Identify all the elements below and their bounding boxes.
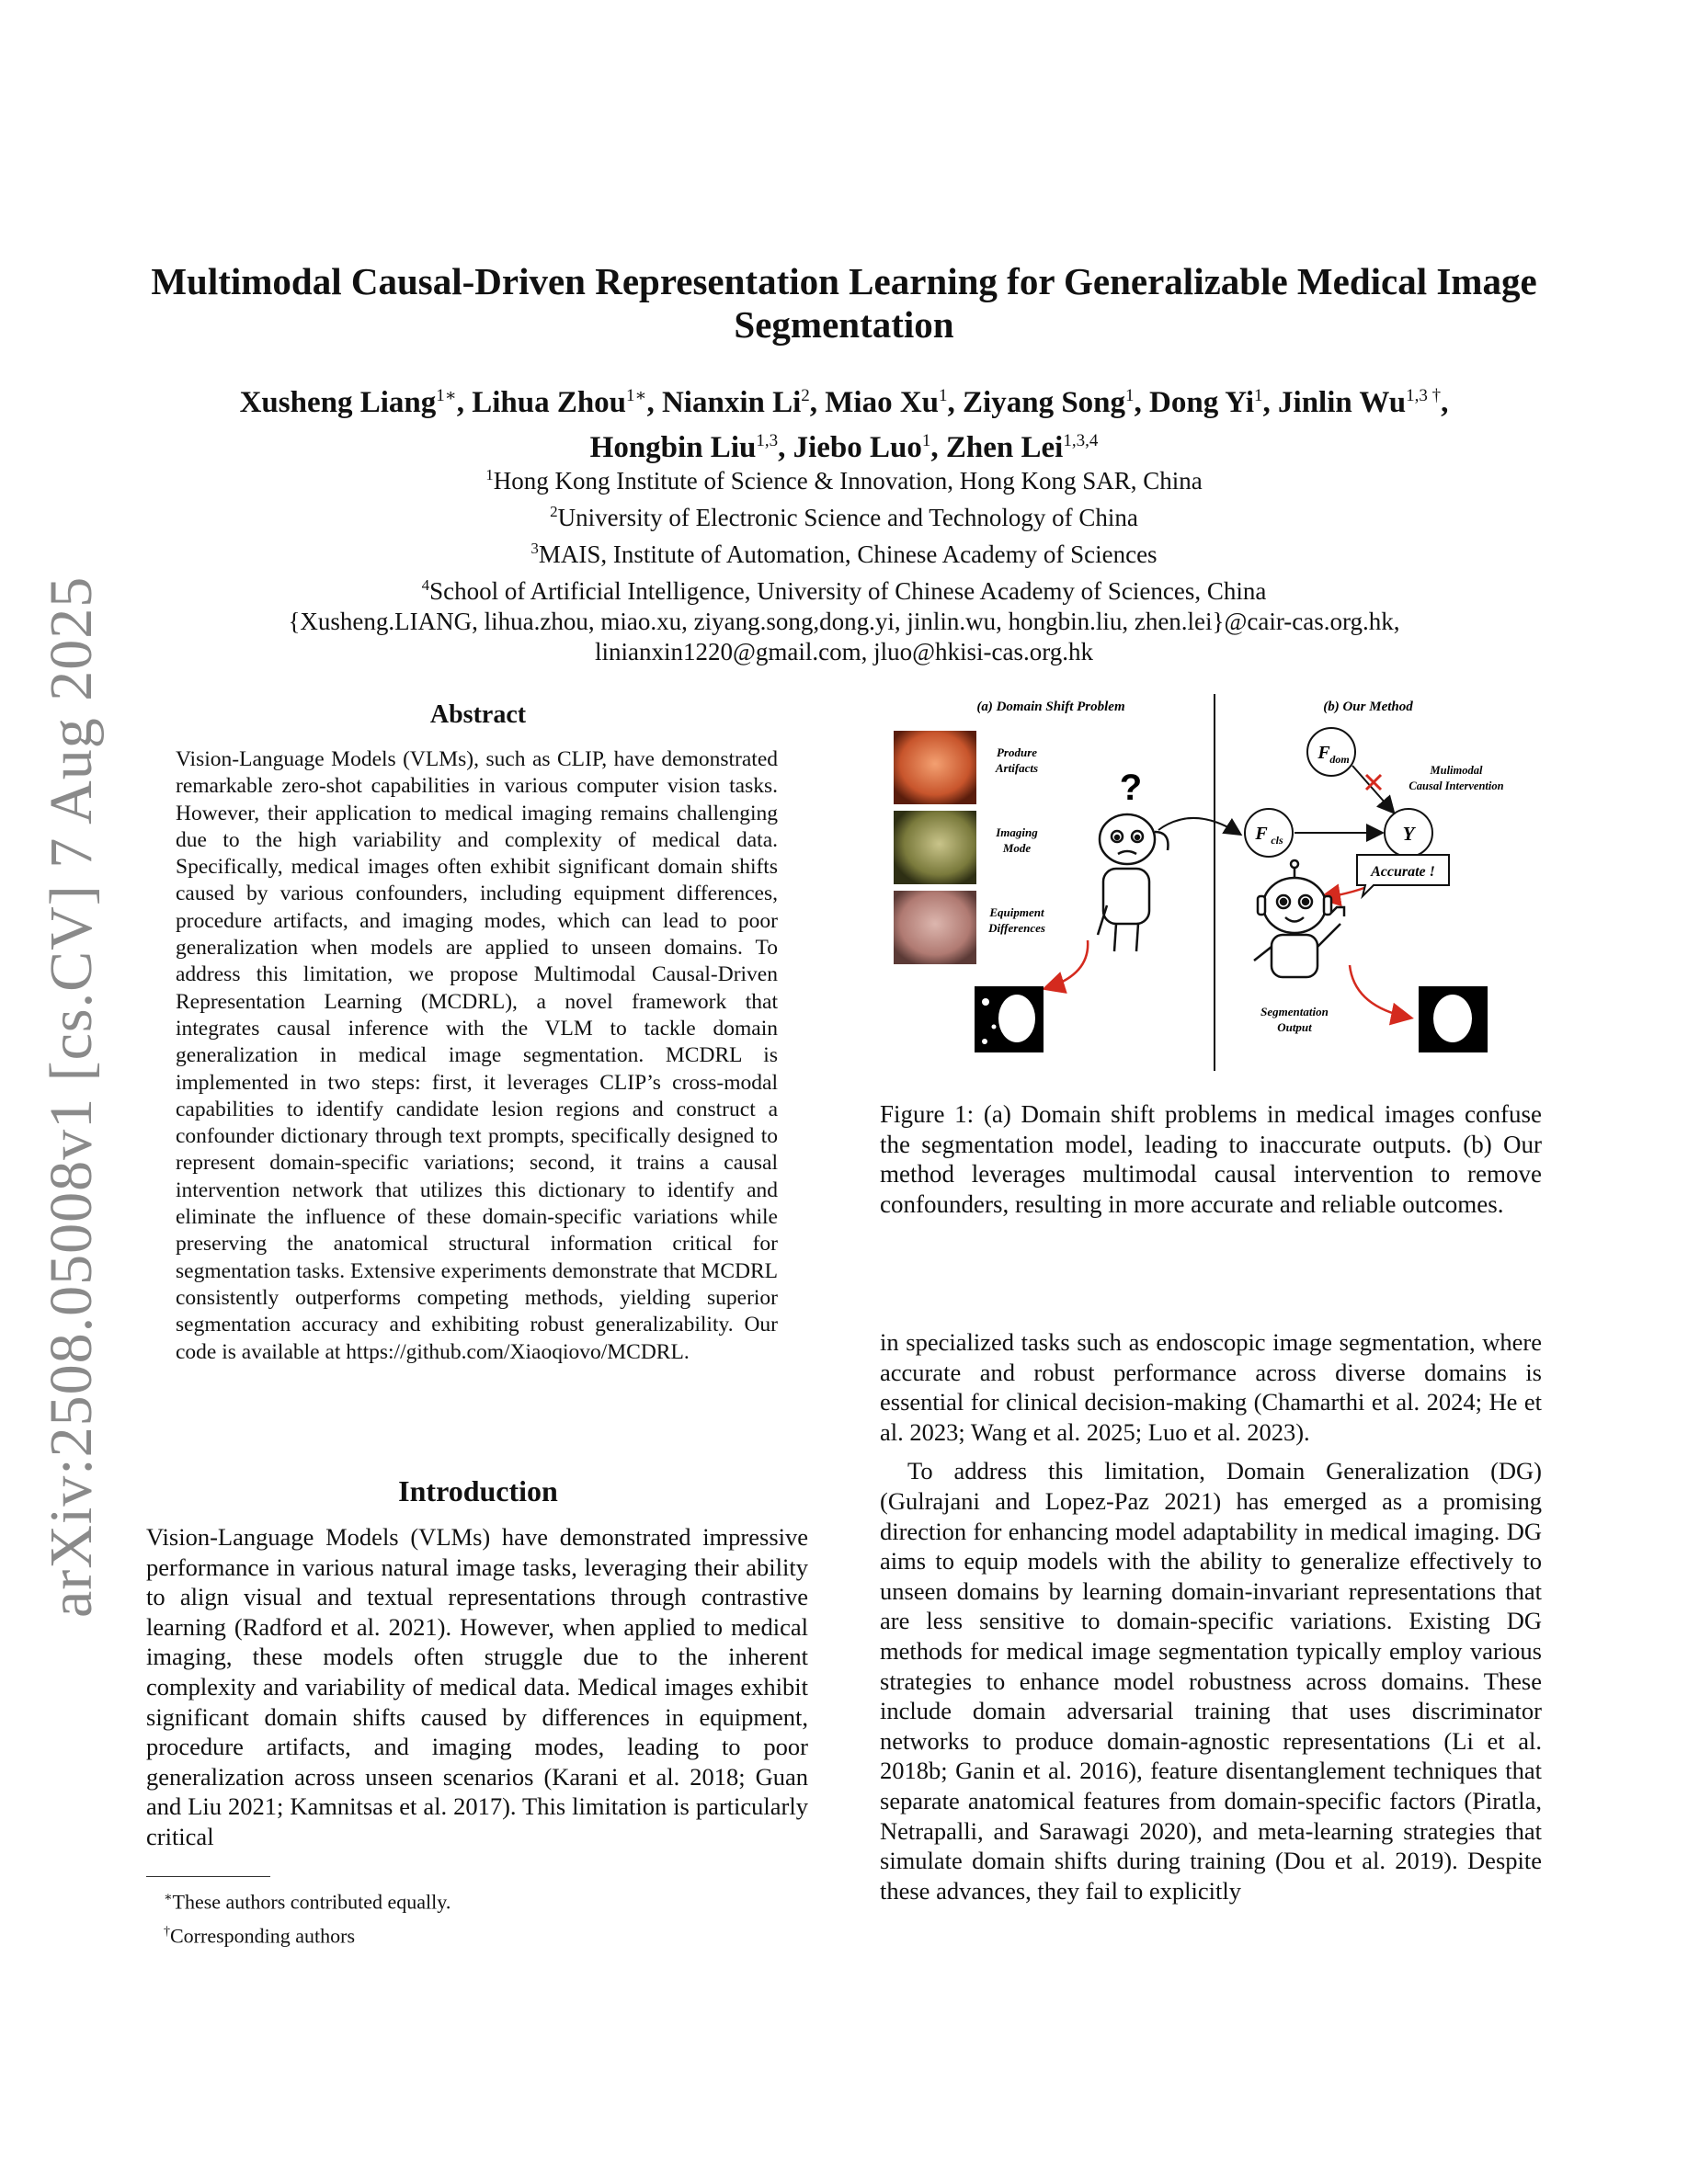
author-separator: , <box>456 386 473 419</box>
author-name: Ziyang Song <box>963 386 1126 419</box>
author-separator: , <box>947 386 964 419</box>
introduction-right-paragraph-2: To address this limitation, Domain Generalization (DG) (Gulrajani and Lopez-Paz 2021) has emerged as a promising direction for enhancing model adaptability in medical imaging. DG aims to equip models with the ability to generalize effectively to unseen domains by learning domain-invariant representations that are less sensitive to domain-specific variations. Existing DG methods for medical image segmentation typically employ various strategies to enhance model robustness across domains. These include domain adversarial training that uses discriminator networks to produce domain-agnostic representations (Li et al. 2018b; Ganin et al. 2016), feature disentanglement techniques that separate anatomical features from domain-specific factors (Piratla, Netrapalli, and Sarawagi 2020), and meta-learning strategies that simulate domain shifts during training (Dou et al. 2019). Despite these advances, they fail to explicitly <box>880 1457 1542 1905</box>
author-affiliation-mark: 1 <box>1254 386 1263 405</box>
node-f-dom-subscript: dom <box>1329 753 1350 766</box>
segmentation-output-label-line2: Output <box>1277 1020 1312 1034</box>
introduction-left-column: Vision-Language Models (VLMs) have demonstrated impressive performance in various natural image tasks, leveraging their ability to align visual and textual representations through contrastive learning (Radford et al. 2021). However, when applied to medical imaging, these models often struggle due to the inherent complexity and variability of medical data. Medical images exhibit significant domain shifts caused by differences in equipment, procedure artifacts, and imaging modes, leading to poor generalization across unseen scenarios (Karani et al. 2018; Guan and Liu 2021; Kamnitsas et al. 2017). This limitation is particularly critical <box>146 1523 808 1850</box>
author-affiliation-mark: 1∗ <box>436 386 457 405</box>
confounder-label-2-line2: Mode <box>1002 841 1032 855</box>
author-name: Lihua Zhou <box>472 386 627 419</box>
author-affiliation-mark: 1,3 † <box>1406 386 1442 405</box>
author-list <box>138 377 1550 467</box>
author-name: Jinlin Wu <box>1278 386 1407 419</box>
accurate-speech-bubble <box>1357 855 1449 896</box>
author-name: Zhen Lei <box>945 431 1064 464</box>
endoscopy-image-equipment <box>894 891 976 964</box>
author-separator: , <box>778 431 793 464</box>
author-name: Xusheng Liang <box>239 386 437 419</box>
affiliation-3: $^3$MAIS, Institute of Automation, Chinese Academy of Sciences <box>530 540 1158 568</box>
abstract-text: Vision-Language Models (VLMs), such as CLIP, have demonstrated remarkable zero-shot capabilities in various computer vision tasks. However, their application to medical imaging remains challenging due to the high variability and complexity of medical data. Specifically, medical images often exhibit significant domain shifts caused by various confounders, including equipment differences, procedure artifacts, and imaging modes, which can lead to poor generalization when models are applied to unseen domains. To address this limitation, we propose Multimodal Causal-Driven Representation Learning (MCDRL), a novel framework that integrates causal inference with the VLM to tackle domain generalization in medical image segmentation. MCDRL is implemented in two steps: first, it leverages CLIP’s cross-modal capabilities to identify candidate lesion regions and construct a confounder dictionary through text prompts, specifically designed to represent domain-specific variations; second, it trains a causal intervention network that utilizes this dictionary to identify and eliminate the influence of these domain-specific variations while preserving the anatomical structural information critical for segmentation tasks. Extensive experiments demonstrate that MCDRL consistently outperforms competing methods, yielding superior segmentation accuracy and exhibiting robust generalizability. Our code is available at https://github.com/Xiaoqiovo/MCDRL. <box>176 747 778 1364</box>
node-f-cls-subscript: cls <box>1271 834 1283 847</box>
author-separator: , <box>1441 386 1449 419</box>
endoscopy-image-artifacts <box>894 731 976 804</box>
author-separator: , <box>930 431 946 464</box>
affiliation-4: $^4$School of Artificial Intelligence, University of Chinese Academy of Sciences, China <box>421 576 1267 605</box>
footnote-corresponding: †Corresponding authors <box>164 1924 356 1948</box>
introduction-heading: Introduction <box>398 1474 558 1507</box>
node-f-cls <box>1245 809 1293 857</box>
panel-b-title: (b) Our Method <box>1323 700 1413 714</box>
author-affiliation-mark: 1,3 <box>756 431 779 450</box>
figure-1-caption: Figure 1: (a) Domain shift problems in medical images confuse the segmentation model, leading to inaccurate outputs. (b) Our method leverages multimodal causal intervention to remove confounders, resulting in more accurate and reliable outcomes. <box>880 1100 1542 1218</box>
node-y-label: Y <box>1402 823 1415 845</box>
confounder-label-1-line2: Artifacts <box>995 761 1039 775</box>
paper-title: Multimodal Causal-Driven Representation Learning for Generalizable Medical Image Segmentation <box>151 260 1537 346</box>
footnote-divider <box>146 1876 270 1877</box>
figure-1 <box>890 694 1524 1080</box>
author-name: Nianxin Li <box>661 386 802 419</box>
confounder-label-3-line2: Differences <box>988 921 1045 935</box>
author-name: Hongbin Liu <box>589 431 757 464</box>
author-separator: , <box>1134 386 1150 419</box>
panel-a-title: (a) Domain Shift Problem <box>976 700 1125 714</box>
node-f-cls-label: F <box>1255 824 1268 844</box>
author-name: Jiebo Luo <box>793 431 922 464</box>
abstract-heading: Abstract <box>429 700 527 729</box>
email-line-1: {Xusheng.LIANG, lihua.zhou, miao.xu, ziyang.song,dong.yi, jinlin.wu, hongbin.liu, zhen.lei}@cair-cas.org.hk, <box>288 608 1400 635</box>
intervention-label-line1: Mulimodal <box>1430 764 1483 777</box>
affiliations <box>138 460 1550 667</box>
footnotes <box>164 1883 807 1951</box>
confounder-label-3-line1: Equipment <box>989 905 1044 919</box>
email-line-2: linianxin1220@gmail.com, jluo@hkisi-cas.org.hk <box>595 638 1093 665</box>
introduction-right-column <box>880 1327 1542 1915</box>
node-f-dom <box>1307 728 1355 776</box>
accurate-robot-icon <box>1254 860 1344 977</box>
intervention-cross-mark <box>1366 775 1381 790</box>
inaccurate-segmentation-output <box>975 986 1044 1052</box>
author-name: Dong Yi <box>1149 386 1255 419</box>
author-separator: , <box>809 386 826 419</box>
author-affiliation-mark: 2 <box>801 386 810 405</box>
question-mark: ? <box>1119 768 1143 808</box>
author-name: Miao Xu <box>825 386 940 419</box>
intervention-label-line2: Causal Intervention <box>1409 779 1504 792</box>
arxiv-identifier: arXiv:2508.05008v1 [cs.CV] 7 Aug 2025 <box>38 575 105 1618</box>
confused-robot-icon <box>1098 814 1168 951</box>
author-separator: , <box>646 386 662 419</box>
author-affiliation-mark: 1 <box>939 386 948 405</box>
author-affiliation-mark: 1 <box>921 431 931 450</box>
confounder-label-2-line1: Imaging <box>996 825 1038 839</box>
affiliation-2: $^2$University of Electronic Science and Technology of China <box>550 503 1138 531</box>
bubble-text: Accurate ! <box>1371 864 1435 880</box>
author-affiliation-mark: 1,3,4 <box>1063 431 1099 450</box>
endoscopy-image-imaging-mode <box>894 811 976 884</box>
affiliation-1: $^1$Hong Kong Institute of Science & Innovation, Hong Kong SAR, China <box>485 466 1203 495</box>
segmentation-output-label-line1: Segmentation <box>1260 1005 1329 1018</box>
author-separator: , <box>1262 386 1279 419</box>
confounder-label-1-line1: Produre <box>996 745 1038 759</box>
author-affiliation-mark: 1∗ <box>626 386 647 405</box>
author-affiliation-mark: 1 <box>1125 386 1135 405</box>
footnote-equal-contribution: ∗These authors contributed equally. <box>164 1890 451 1914</box>
node-f-dom-label: F <box>1317 743 1330 763</box>
accurate-segmentation-output <box>1419 986 1488 1052</box>
introduction-right-paragraph-1: in specialized tasks such as endoscopic image segmentation, where accurate and robust performance across diverse domains is essential for clinical decision-making (Chamarthi et al. 2024; He et al. 2023; Wang et al. 2025; Luo et al. 2023). <box>880 1328 1542 1446</box>
